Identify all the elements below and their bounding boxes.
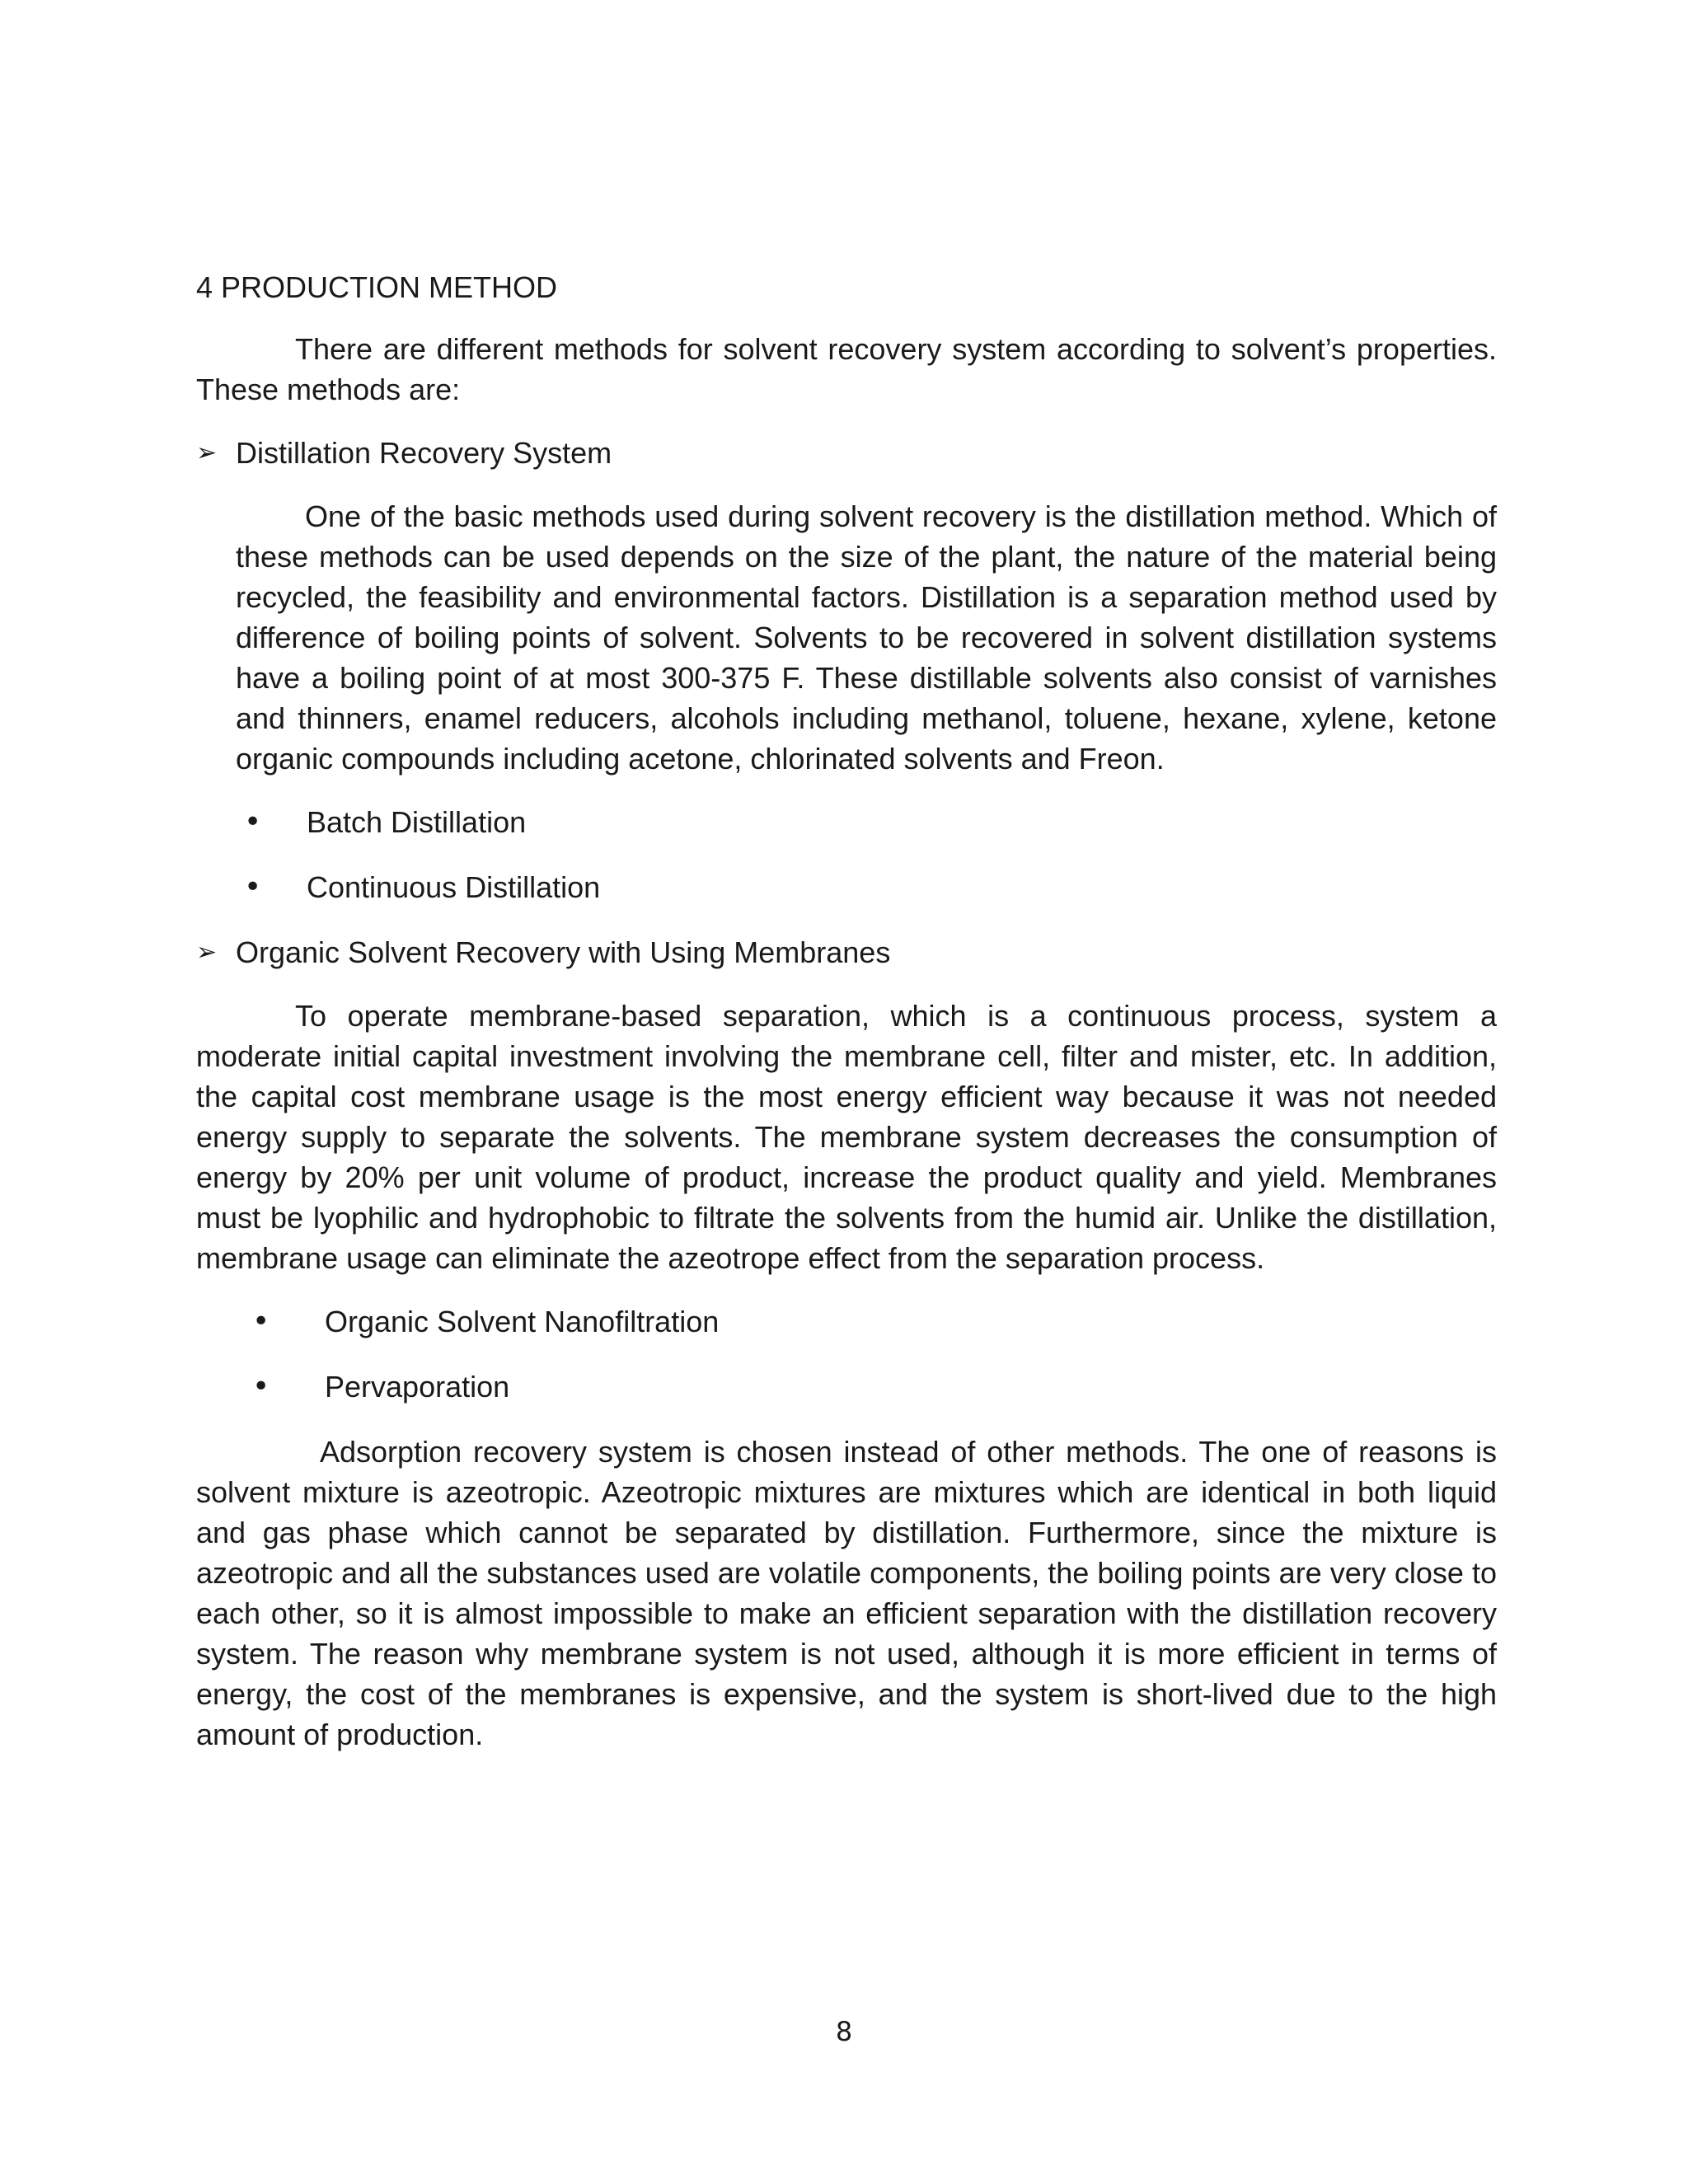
list-item bbox=[196, 867, 1497, 907]
arrow-list-item-membranes bbox=[196, 932, 1497, 972]
section-heading: 4 PRODUCTION METHOD bbox=[196, 270, 558, 304]
membranes-bullet-list bbox=[196, 1301, 1497, 1407]
intro-paragraph: There are different methods for solvent recovery system according to solvent’s properties. These methods are: bbox=[196, 332, 1497, 406]
list-item bbox=[196, 1301, 1497, 1342]
bullet-text: Batch Distillation bbox=[307, 805, 527, 839]
bullet-text: Continuous Distillation bbox=[307, 870, 601, 904]
bullet-icon: • bbox=[252, 1305, 270, 1338]
page-content bbox=[196, 267, 1497, 1755]
distillation-title: Distillation Recovery System bbox=[236, 436, 612, 470]
arrow-bullet-icon: ➢ bbox=[196, 438, 218, 467]
list-item bbox=[196, 1366, 1497, 1407]
membranes-title: Organic Solvent Recovery with Using Membranes bbox=[236, 935, 891, 969]
bullet-text: Pervaporation bbox=[325, 1370, 510, 1404]
bullet-icon: • bbox=[244, 870, 262, 904]
list-item bbox=[196, 802, 1497, 842]
distillation-bullet-list bbox=[196, 802, 1497, 907]
distillation-paragraph: One of the basic methods used during solvent recovery is the distillation method. Which of these methods can be used depends on the size of the plant, the nature of the material being recycled, the feasibility and environmental factors. Distillation is a separation method used by difference of boiling points of solvent. Solvents to be recovered in solvent distillation systems have a boiling point of at most 300-375 F. These distillable solvents also consist of varnishes and thinners, enamel reducers, alcohols including methanol, toluene, hexane, xylene, ketone organic compounds including acetone, chlorinated solvents and Freon. bbox=[236, 499, 1497, 776]
page-number: 8 bbox=[835, 2016, 853, 2047]
bullet-icon: • bbox=[252, 1370, 270, 1404]
adsorption-paragraph: Adsorption recovery system is chosen instead of other methods. The one of reasons is solvent mixture is azeotropic. Azeotropic mixtures are mixtures which are identical in both liquid and gas phase which cannot be separated by distillation. Furthermore, since the mixture is azeotropic and all the substances used are volatile components, the boiling points are very close to each other, so it is almost impossible to make an efficient separation with the distillation recovery system. The reason why membrane system is not used, although it is more efficient in terms of energy, the cost of the membranes is expensive, and the system is short-lived due to the high amount of production. bbox=[196, 1435, 1497, 1751]
membranes-paragraph: To operate membrane-based separation, which is a continuous process, system a moderate initial capital investment involving the membrane cell, filter and mister, etc. In addition, the capital cost membrane usage is the most energy efficient way because it was not needed energy supply to separate the solvents. The membrane system decreases the consumption of energy by 20% per unit volume of product, increase the product quality and yield. Membranes must be lyophilic and hydrophobic to filtrate the solvents from the humid air. Unlike the distillation, membrane usage can eliminate the azeotrope effect from the separation process. bbox=[196, 999, 1497, 1275]
arrow-bullet-icon: ➢ bbox=[196, 938, 218, 967]
bullet-text: Organic Solvent Nanofiltration bbox=[325, 1305, 720, 1338]
arrow-list-item-distillation bbox=[196, 433, 1497, 473]
bullet-icon: • bbox=[244, 805, 262, 839]
